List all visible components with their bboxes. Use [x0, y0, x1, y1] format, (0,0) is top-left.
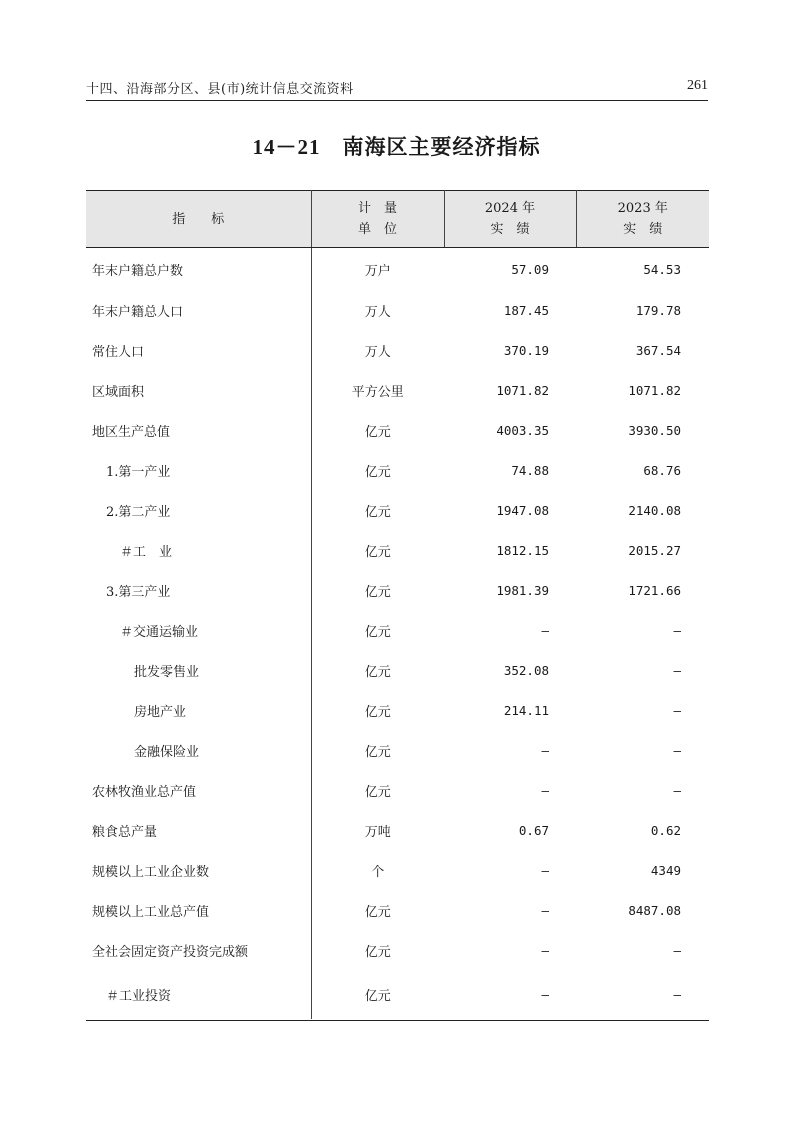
- value-2024: 1071.82: [496, 383, 549, 398]
- row-label: 金融保险业: [86, 731, 311, 771]
- header-2024: 2024 年 实 绩: [444, 191, 576, 248]
- row-label: 年末户籍总人口: [86, 291, 311, 331]
- table-title: 南海区主要经济指标: [342, 134, 541, 159]
- row-label: ＃交通运输业: [86, 611, 311, 651]
- row-label: 全社会固定资产投资完成额: [86, 931, 311, 971]
- table-row: [86, 371, 709, 411]
- chapter-title: 十四、沿海部分区、县(市)统计信息交流资料: [86, 82, 354, 97]
- row-label: 房地产业: [86, 691, 311, 731]
- row-unit: 万吨: [364, 825, 391, 840]
- value-2024: 4003.35: [496, 423, 549, 438]
- header-2023: 2023 年 实 绩: [576, 191, 709, 248]
- table-row: [86, 531, 709, 571]
- row-label: ＃工业投资: [86, 971, 311, 1019]
- row-label: 地区生产总值: [86, 411, 311, 451]
- value-2023: 4349: [650, 863, 681, 878]
- header-unit: 计 量 单 位: [311, 191, 444, 248]
- value-2024: 1947.08: [496, 503, 549, 518]
- value-2024: —: [541, 623, 549, 638]
- value-2024: 352.08: [503, 663, 549, 678]
- table-row: [86, 248, 709, 291]
- row-unit: 万人: [364, 345, 391, 360]
- row-unit: 个: [371, 865, 385, 880]
- value-2024: —: [541, 903, 549, 918]
- row-unit: 亿元: [364, 625, 391, 640]
- row-unit: 亿元: [364, 945, 391, 960]
- table-row: [86, 571, 709, 611]
- row-label: 3.第三产业: [86, 571, 311, 611]
- row-unit: 亿元: [364, 705, 391, 720]
- value-2023: 2140.08: [628, 503, 681, 518]
- value-2023: 1071.82: [628, 383, 681, 398]
- value-2023: —: [673, 663, 681, 678]
- row-unit: 亿元: [364, 785, 391, 800]
- row-unit: 亿元: [364, 425, 391, 440]
- row-label: 2.第二产业: [86, 491, 311, 531]
- row-label: 规模以上工业企业数: [86, 851, 311, 891]
- indicators-table: [86, 190, 709, 1019]
- table-row: [86, 811, 709, 851]
- row-unit: 亿元: [364, 545, 391, 560]
- value-2024: 1812.15: [496, 543, 549, 558]
- value-2024: 1981.39: [496, 583, 549, 598]
- row-unit: 万户: [364, 263, 391, 279]
- header-indicator: 指 标: [86, 191, 311, 248]
- table-row: [86, 491, 709, 531]
- row-label: ＃工 业: [86, 531, 311, 571]
- table-bottom-rule: [86, 1020, 709, 1021]
- value-2024: 214.11: [503, 703, 549, 718]
- value-2024: 187.45: [503, 303, 549, 318]
- value-2023: —: [673, 783, 681, 798]
- row-label: 粮食总产量: [86, 811, 311, 851]
- value-2023: 179.78: [635, 303, 681, 318]
- table-row: [86, 971, 709, 1019]
- table-row: [86, 451, 709, 491]
- value-2024: 370.19: [503, 343, 549, 358]
- row-label: 农林牧渔业总产值: [86, 771, 311, 811]
- value-2024: —: [541, 943, 549, 958]
- row-unit: 亿元: [364, 665, 391, 680]
- value-2024: 57.09: [511, 261, 549, 277]
- value-2023: 2015.27: [628, 543, 681, 558]
- row-unit: 亿元: [364, 505, 391, 520]
- table-row: [86, 291, 709, 331]
- value-2023: 54.53: [643, 261, 681, 277]
- value-2023: 68.76: [643, 463, 681, 478]
- table-row: [86, 691, 709, 731]
- table-row: [86, 651, 709, 691]
- row-unit: 亿元: [364, 989, 391, 1004]
- value-2024: —: [541, 743, 549, 758]
- row-label: 常住人口: [86, 331, 311, 371]
- row-label: 批发零售业: [86, 651, 311, 691]
- value-2024: —: [541, 987, 549, 1002]
- value-2023: 367.54: [635, 343, 681, 358]
- page-title: [0, 131, 793, 161]
- table-row: [86, 611, 709, 651]
- table-row: [86, 931, 709, 971]
- value-2023: 3930.50: [628, 423, 681, 438]
- row-label: 年末户籍总户数: [86, 248, 311, 291]
- row-label: 规模以上工业总产值: [86, 891, 311, 931]
- row-unit: 万人: [364, 305, 391, 320]
- value-2023: —: [673, 743, 681, 758]
- row-label: 区域面积: [86, 371, 311, 411]
- row-unit: 亿元: [364, 745, 391, 760]
- row-unit: 亿元: [364, 585, 391, 600]
- table-row: [86, 851, 709, 891]
- page-number: 261: [687, 78, 708, 93]
- value-2023: —: [673, 987, 681, 1002]
- row-unit: 亿元: [364, 465, 391, 480]
- header-rule: [86, 100, 708, 101]
- value-2024: 74.88: [511, 463, 549, 478]
- table-header-row: [86, 191, 709, 248]
- value-2024: 0.67: [518, 823, 549, 838]
- value-2023: 8487.08: [628, 903, 681, 918]
- value-2023: 0.62: [650, 823, 681, 838]
- row-unit: 亿元: [364, 905, 391, 920]
- table-row: [86, 731, 709, 771]
- value-2023: —: [673, 943, 681, 958]
- value-2024: —: [541, 863, 549, 878]
- row-label: 1.第一产业: [86, 451, 311, 491]
- table-code: 14－21: [252, 135, 321, 159]
- table-row: [86, 771, 709, 811]
- running-head: [86, 76, 708, 98]
- value-2023: 1721.66: [628, 583, 681, 598]
- table-row: [86, 331, 709, 371]
- table-row: [86, 411, 709, 451]
- table-row: [86, 891, 709, 931]
- row-unit: 平方公里: [351, 385, 404, 400]
- value-2024: —: [541, 783, 549, 798]
- value-2023: —: [673, 623, 681, 638]
- value-2023: —: [673, 703, 681, 718]
